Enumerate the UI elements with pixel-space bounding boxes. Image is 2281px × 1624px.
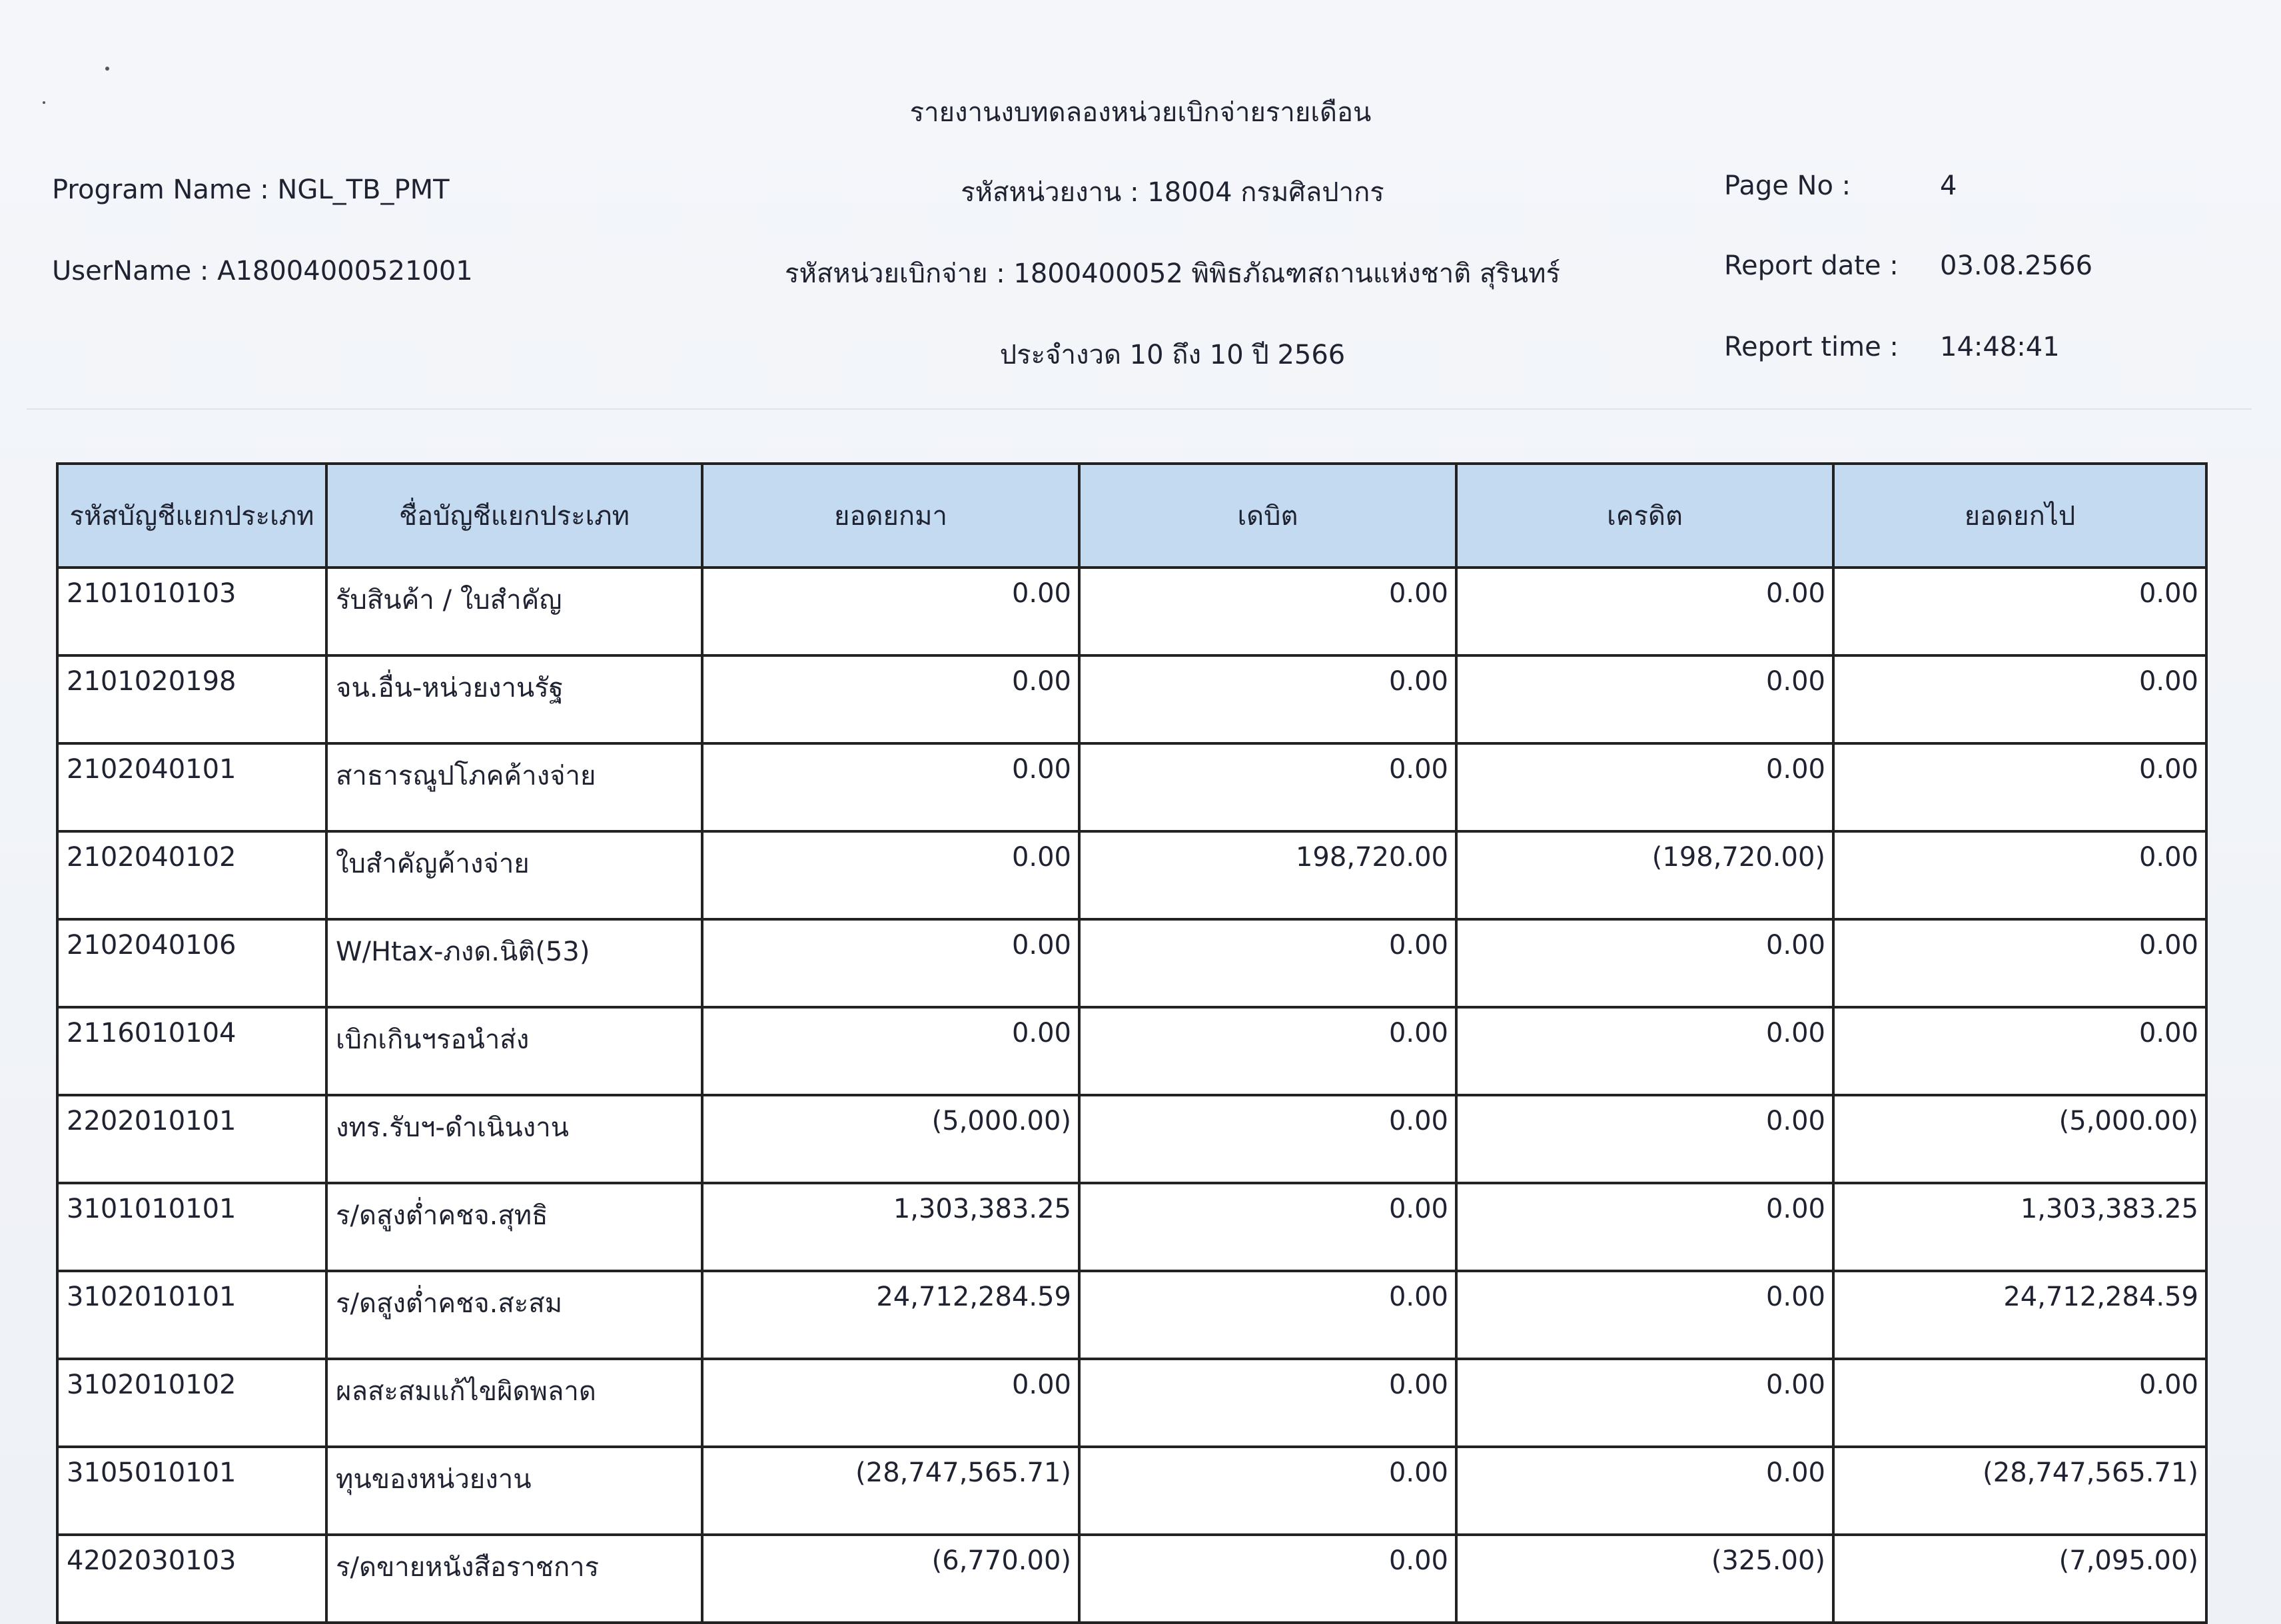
report-time-label: Report time : bbox=[1724, 332, 1899, 362]
account-name: ใบสำคัญค้างจ่าย bbox=[326, 831, 702, 919]
account-code: 2102040102 bbox=[57, 831, 326, 919]
account-name: รับสินค้า / ใบสำคัญ bbox=[326, 568, 702, 655]
opening-balance: 0.00 bbox=[702, 743, 1079, 831]
debit: 0.00 bbox=[1079, 568, 1456, 655]
account-code: 2202010101 bbox=[57, 1095, 326, 1183]
period-line: ประจำงวด 10 ถึง 10 ปี 2566 bbox=[999, 340, 1346, 370]
account-code: 3102010102 bbox=[57, 1359, 326, 1447]
opening-balance: 24,712,284.59 bbox=[702, 1271, 1079, 1359]
opening-balance: 0.00 bbox=[702, 831, 1079, 919]
table-row bbox=[57, 743, 2206, 831]
table-row bbox=[57, 1359, 2206, 1447]
table-row bbox=[57, 1183, 2206, 1271]
account-name: จน.อื่น-หน่วยงานรัฐ bbox=[326, 655, 702, 743]
table-row bbox=[57, 919, 2206, 1007]
account-name: งทร.รับฯ-ดำเนินงาน bbox=[326, 1095, 702, 1183]
account-name: ร/ดสูงต่ำคชจ.สุทธิ bbox=[326, 1183, 702, 1271]
table-row bbox=[57, 1007, 2206, 1095]
opening-balance: 0.00 bbox=[702, 568, 1079, 655]
opening-balance: (5,000.00) bbox=[702, 1095, 1079, 1183]
closing-balance: (7,095.00) bbox=[1833, 1535, 2206, 1623]
opening-balance: (6,770.00) bbox=[702, 1535, 1079, 1623]
account-code: 3101010101 bbox=[57, 1183, 326, 1271]
account-code: 2101010103 bbox=[57, 568, 326, 655]
credit: 0.00 bbox=[1456, 1359, 1833, 1447]
account-name: W/Htax-ภงด.นิติ(53) bbox=[326, 919, 702, 1007]
header-account-code: รหัสบัญชีแยกประเภท bbox=[57, 464, 326, 568]
debit: 0.00 bbox=[1079, 1095, 1456, 1183]
closing-balance: 1,303,383.25 bbox=[1833, 1183, 2206, 1271]
closing-balance: 0.00 bbox=[1833, 919, 2206, 1007]
header-debit: เดบิต bbox=[1079, 464, 1456, 568]
credit: (198,720.00) bbox=[1456, 831, 1833, 919]
table-row bbox=[57, 831, 2206, 919]
closing-balance: 0.00 bbox=[1833, 1007, 2206, 1095]
account-code: 2102040106 bbox=[57, 919, 326, 1007]
user-name: UserName : A18004000521001 bbox=[52, 256, 473, 286]
account-code: 2102040101 bbox=[57, 743, 326, 831]
scan-speck bbox=[105, 67, 109, 71]
header-credit: เครดิต bbox=[1456, 464, 1833, 568]
closing-balance: 0.00 bbox=[1833, 831, 2206, 919]
closing-balance: (28,747,565.71) bbox=[1833, 1447, 2206, 1535]
debit: 0.00 bbox=[1079, 655, 1456, 743]
debit: 0.00 bbox=[1079, 743, 1456, 831]
debit: 0.00 bbox=[1079, 1271, 1456, 1359]
header-divider bbox=[27, 408, 2252, 410]
closing-balance: 0.00 bbox=[1833, 1359, 2206, 1447]
table-row bbox=[57, 1095, 2206, 1183]
page-no-value: 4 bbox=[1940, 171, 1957, 201]
account-name: ร/ดขายหนังสือราชการ bbox=[326, 1535, 702, 1623]
credit: (325.00) bbox=[1456, 1535, 1833, 1623]
report-date-label: Report date : bbox=[1724, 250, 1899, 281]
opening-balance: 0.00 bbox=[702, 655, 1079, 743]
account-code: 2101020198 bbox=[57, 655, 326, 743]
account-code: 2116010104 bbox=[57, 1007, 326, 1095]
account-code: 3105010101 bbox=[57, 1447, 326, 1535]
account-code: 3102010101 bbox=[57, 1271, 326, 1359]
closing-balance: 0.00 bbox=[1833, 743, 2206, 831]
account-name: ผลสะสมแก้ไขผิดพลาด bbox=[326, 1359, 702, 1447]
closing-balance: 0.00 bbox=[1833, 568, 2206, 655]
report-time-value: 14:48:41 bbox=[1940, 332, 2060, 362]
table-header-row bbox=[57, 464, 2206, 568]
header-closing-balance: ยอดยกไป bbox=[1833, 464, 2206, 568]
credit: 0.00 bbox=[1456, 919, 1833, 1007]
table-row bbox=[57, 1271, 2206, 1359]
opening-balance: 0.00 bbox=[702, 1007, 1079, 1095]
report-date-value: 03.08.2566 bbox=[1940, 250, 2093, 281]
closing-balance: 0.00 bbox=[1833, 655, 2206, 743]
opening-balance: (28,747,565.71) bbox=[702, 1447, 1079, 1535]
credit: 0.00 bbox=[1456, 1095, 1833, 1183]
header-account-name: ชื่อบัญชีแยกประเภท bbox=[326, 464, 702, 568]
credit: 0.00 bbox=[1456, 568, 1833, 655]
table-row bbox=[57, 1447, 2206, 1535]
table-row bbox=[57, 1535, 2206, 1623]
table-row bbox=[57, 655, 2206, 743]
debit: 0.00 bbox=[1079, 919, 1456, 1007]
closing-balance: (5,000.00) bbox=[1833, 1095, 2206, 1183]
trial-balance-table bbox=[56, 462, 2208, 1624]
credit: 0.00 bbox=[1456, 743, 1833, 831]
report-title: รายงานงบทดลองหน่วยเบิกจ่ายรายเดือน bbox=[909, 97, 1372, 128]
account-name: เบิกเกินฯรอนำส่ง bbox=[326, 1007, 702, 1095]
credit: 0.00 bbox=[1456, 1007, 1833, 1095]
debit: 0.00 bbox=[1079, 1359, 1456, 1447]
closing-balance: 24,712,284.59 bbox=[1833, 1271, 2206, 1359]
account-name: ร/ดสูงต่ำคชจ.สะสม bbox=[326, 1271, 702, 1359]
account-name: สาธารณูปโภคค้างจ่าย bbox=[326, 743, 702, 831]
debit: 0.00 bbox=[1079, 1007, 1456, 1095]
debit: 0.00 bbox=[1079, 1535, 1456, 1623]
disbursing-unit: รหัสหน่วยเบิกจ่าย : 1800400052 พิพิธภัณฑสถานแห่งชาติ สุรินทร์ bbox=[785, 258, 1560, 289]
account-code: 4202030103 bbox=[57, 1535, 326, 1623]
program-name: Program Name : NGL_TB_PMT bbox=[52, 175, 450, 205]
header-opening-balance: ยอดยกมา bbox=[702, 464, 1079, 568]
credit: 0.00 bbox=[1456, 655, 1833, 743]
credit: 0.00 bbox=[1456, 1271, 1833, 1359]
opening-balance: 1,303,383.25 bbox=[702, 1183, 1079, 1271]
credit: 0.00 bbox=[1456, 1183, 1833, 1271]
opening-balance: 0.00 bbox=[702, 919, 1079, 1007]
table-row bbox=[57, 568, 2206, 655]
account-name: ทุนของหน่วยงาน bbox=[326, 1447, 702, 1535]
agency-code: รหัสหน่วยงาน : 18004 กรมศิลปากร bbox=[961, 177, 1384, 208]
credit: 0.00 bbox=[1456, 1447, 1833, 1535]
opening-balance: 0.00 bbox=[702, 1359, 1079, 1447]
debit: 0.00 bbox=[1079, 1447, 1456, 1535]
debit: 0.00 bbox=[1079, 1183, 1456, 1271]
debit: 198,720.00 bbox=[1079, 831, 1456, 919]
page-no-label: Page No : bbox=[1724, 171, 1851, 201]
